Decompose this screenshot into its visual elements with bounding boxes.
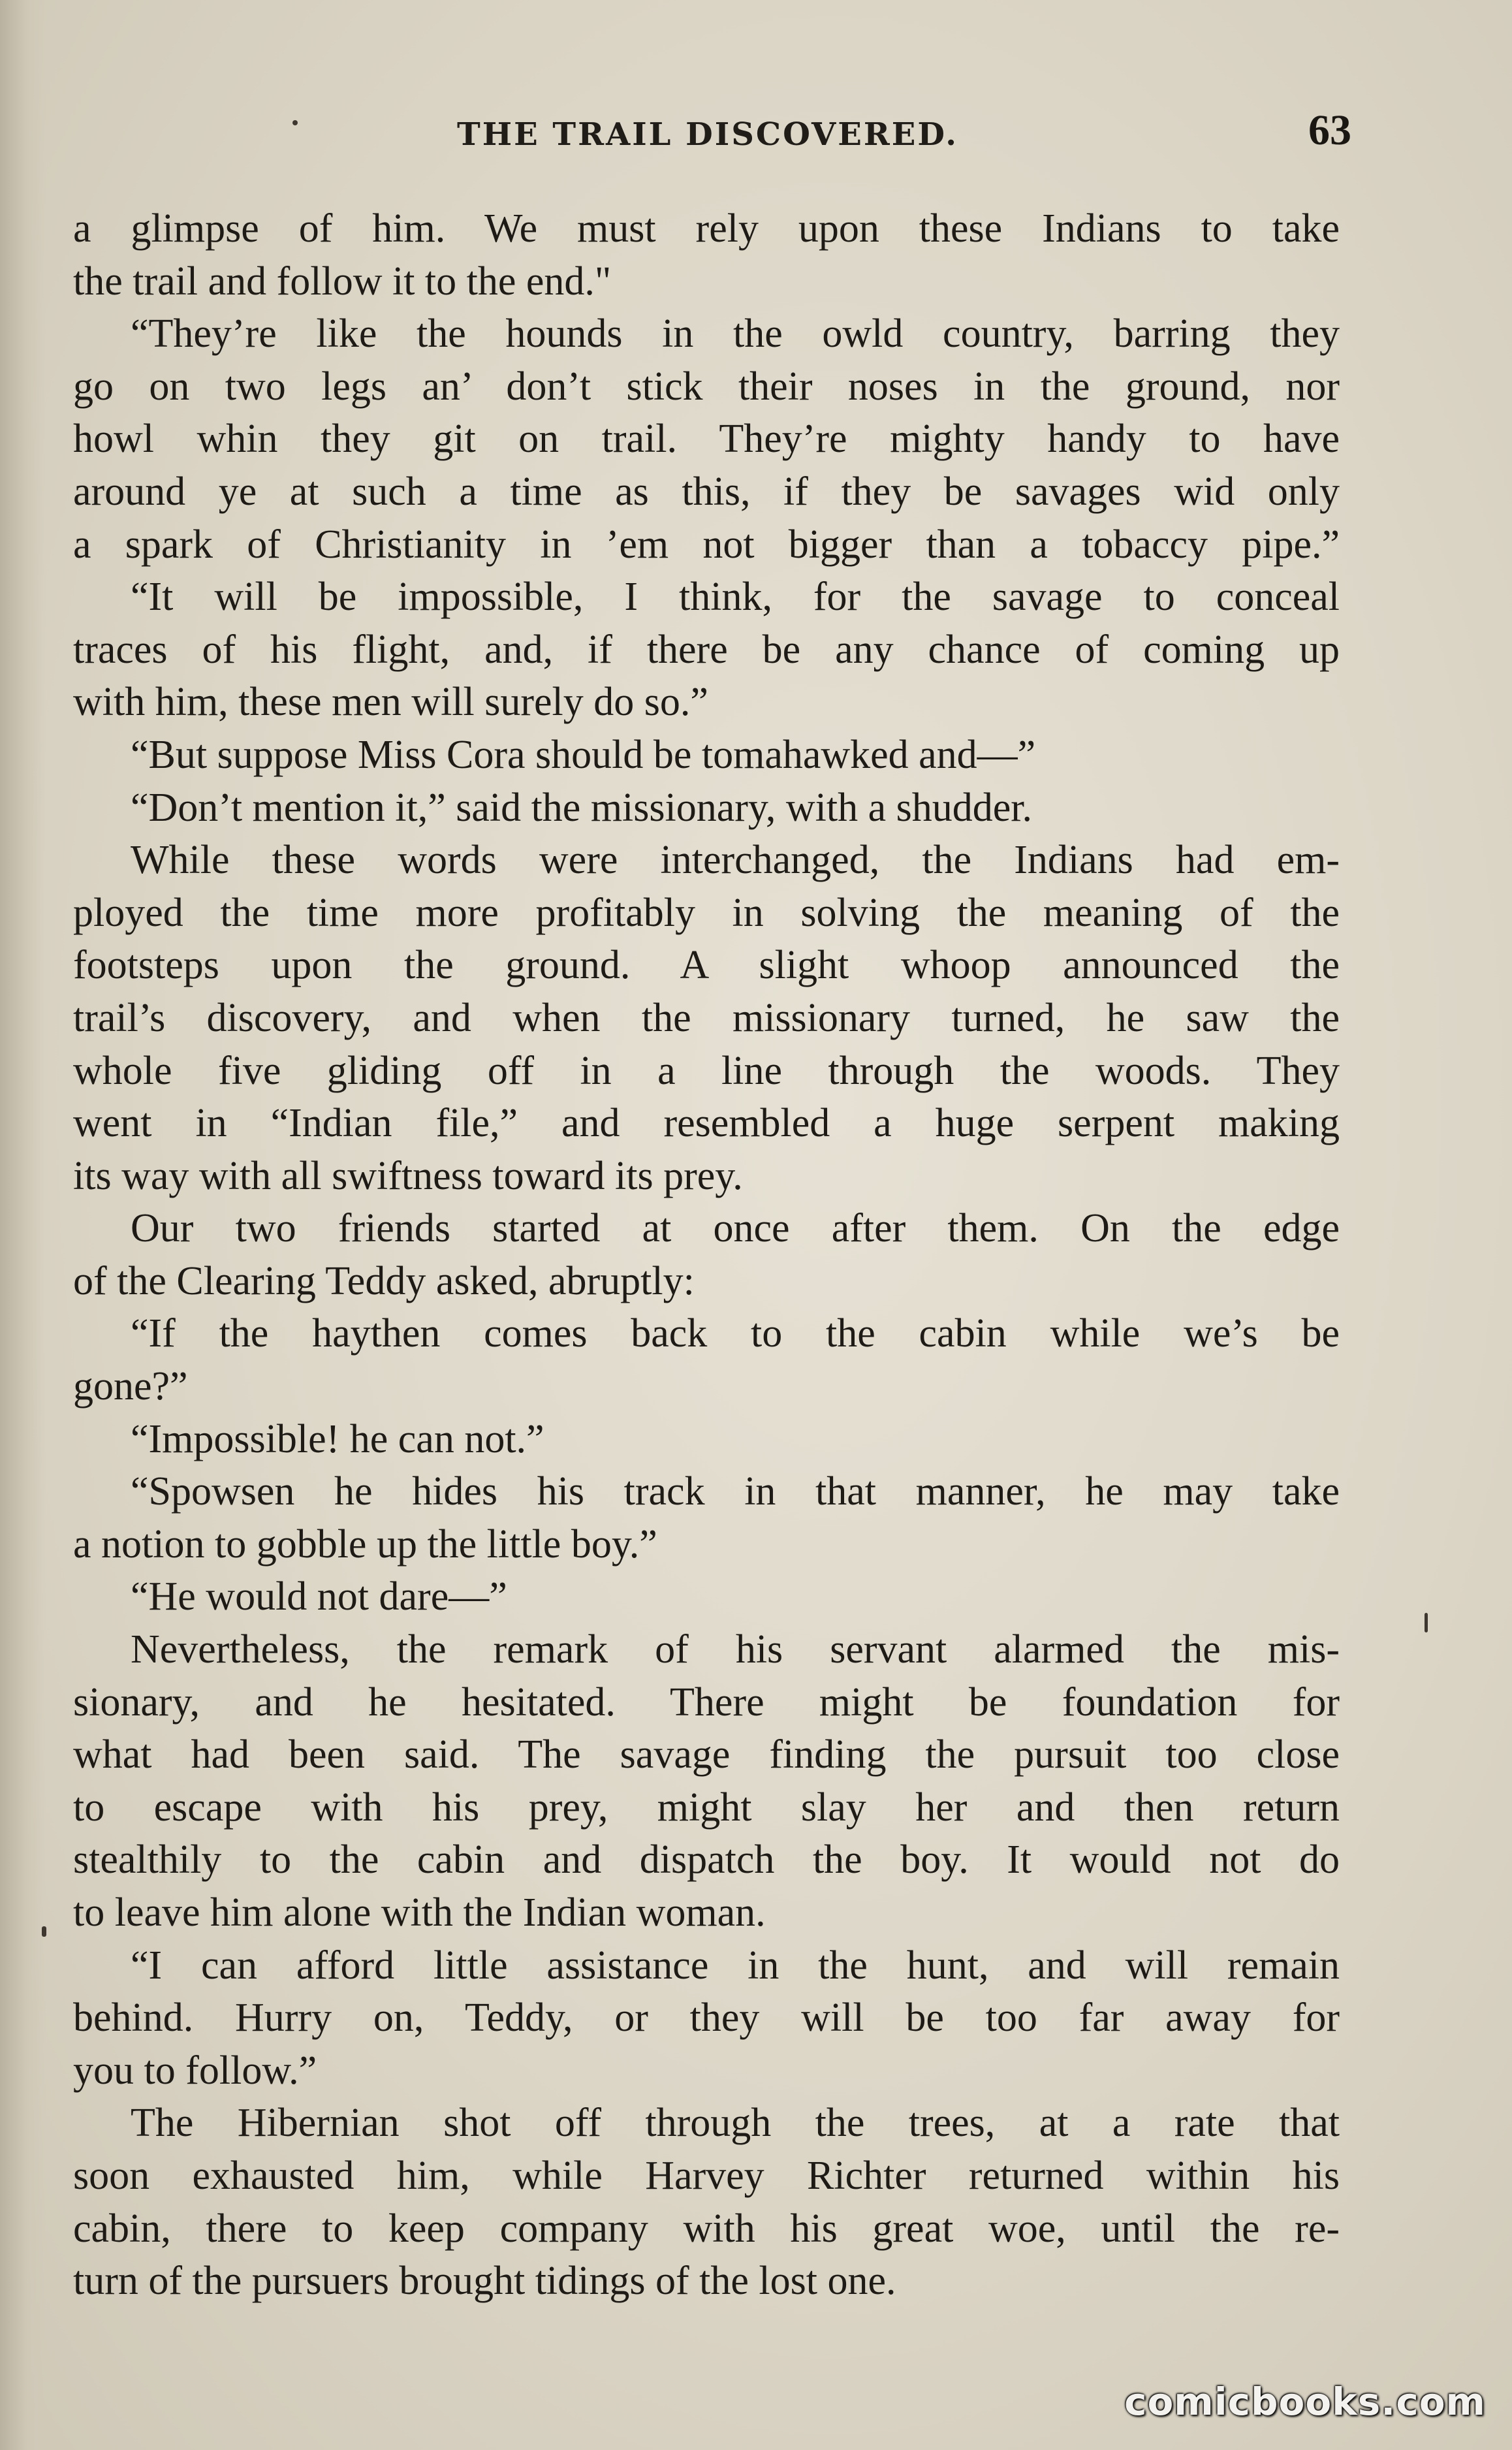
text-line: behind. Hurry on, Teddy, or they will be too far away for [73, 1996, 1340, 2041]
text-line: howl whin they git on trail. They’re mighty handy to have [73, 417, 1340, 462]
text-line: went in “Indian file,” and resembled a huge serpent making [73, 1101, 1340, 1146]
page-gutter-shadow [0, 0, 46, 2450]
text-line: what had been said. The savage finding the pursuit too close [73, 1732, 1340, 1777]
text-line: cabin, there to keep company with his great woe, until the re- [73, 2206, 1340, 2251]
text-line: While these words were interchanged, the Indians had em- [131, 838, 1340, 883]
print-speck [1425, 1613, 1428, 1632]
text-line: its way with all swiftness toward its prey. [73, 1153, 743, 1198]
text-line: with him, these men will surely do so.” [73, 680, 708, 725]
text-line: turn of the pursuers brought tidings of the lost one. [73, 2259, 896, 2304]
text-line: whole five gliding off in a line through the woods. They [73, 1048, 1340, 1093]
text-line: a spark of Christianity in ’em not bigger than a tobaccy pipe.” [73, 522, 1340, 567]
text-line: “It will be impossible, I think, for the savage to conceal [131, 575, 1340, 620]
page-header [78, 104, 1351, 163]
text-line: the trail and follow it to the end." [73, 259, 612, 304]
text-line: to leave him alone with the Indian woman. [73, 1890, 766, 1935]
text-line: stealthily to the cabin and dispatch the boy. It would not do [73, 1838, 1340, 1883]
print-speck [292, 120, 298, 125]
text-line: you to follow.” [73, 2048, 317, 2093]
text-line: a notion to gobble up the little boy.” [73, 1521, 657, 1567]
text-line: traces of his flight, and, if there be any chance of coming up [73, 627, 1340, 672]
text-line: footsteps upon the ground. A slight whoop announced the [73, 943, 1340, 988]
text-line: “If the haythen comes back to the cabin while we’s be [131, 1311, 1340, 1356]
running-title: THE TRAIL DISCOVERED. [457, 116, 958, 153]
text-line: “But suppose Miss Cora should be tomahawked and—” [131, 732, 1036, 777]
text-line: gone?” [73, 1364, 188, 1409]
text-line: sionary, and he hesitated. There might be foundation for [73, 1679, 1340, 1725]
text-line: around ye at such a time as this, if they be savages wid only [73, 469, 1340, 514]
text-line: Our two friends started at once after them. On the edge [131, 1206, 1340, 1251]
text-line: Nevertheless, the remark of his servant alarmed the mis- [131, 1627, 1340, 1672]
text-line: “I can afford little assistance in the hunt, and will remain [131, 1943, 1340, 1988]
watermark: comicbooks.com [1124, 2379, 1486, 2424]
text-line: soon exhausted him, while Harvey Richter returned within his [73, 2153, 1340, 2198]
text-line: a glimpse of him. We must rely upon these Indians to take [73, 206, 1340, 251]
text-line: of the Clearing Teddy asked, abruptly: [73, 1258, 695, 1303]
page-number: 63 [1308, 106, 1351, 154]
text-line: go on two legs an’ don’t stick their noses in the ground, nor [73, 364, 1340, 409]
text-line: “They’re like the hounds in the owld country, barring they [131, 311, 1340, 357]
text-line: ployed the time more profitably in solving the meaning of the [73, 890, 1340, 935]
text-line: “Don’t mention it,” said the missionary, with a shudder. [131, 785, 1033, 830]
text-line: The Hibernian shot off through the trees, at a rate that [131, 2101, 1340, 2146]
text-line: to escape with his prey, might slay her and then return [73, 1785, 1340, 1830]
print-speck [42, 1926, 46, 1937]
text-line: “Spowsen he hides his track in that manner, he may take [131, 1469, 1340, 1514]
body-text [73, 202, 1340, 2308]
text-line: trail’s discovery, and when the missionary turned, he saw the [73, 995, 1340, 1040]
text-line: “He would not dare—” [131, 1574, 507, 1619]
text-line: “Impossible! he can not.” [131, 1416, 544, 1461]
